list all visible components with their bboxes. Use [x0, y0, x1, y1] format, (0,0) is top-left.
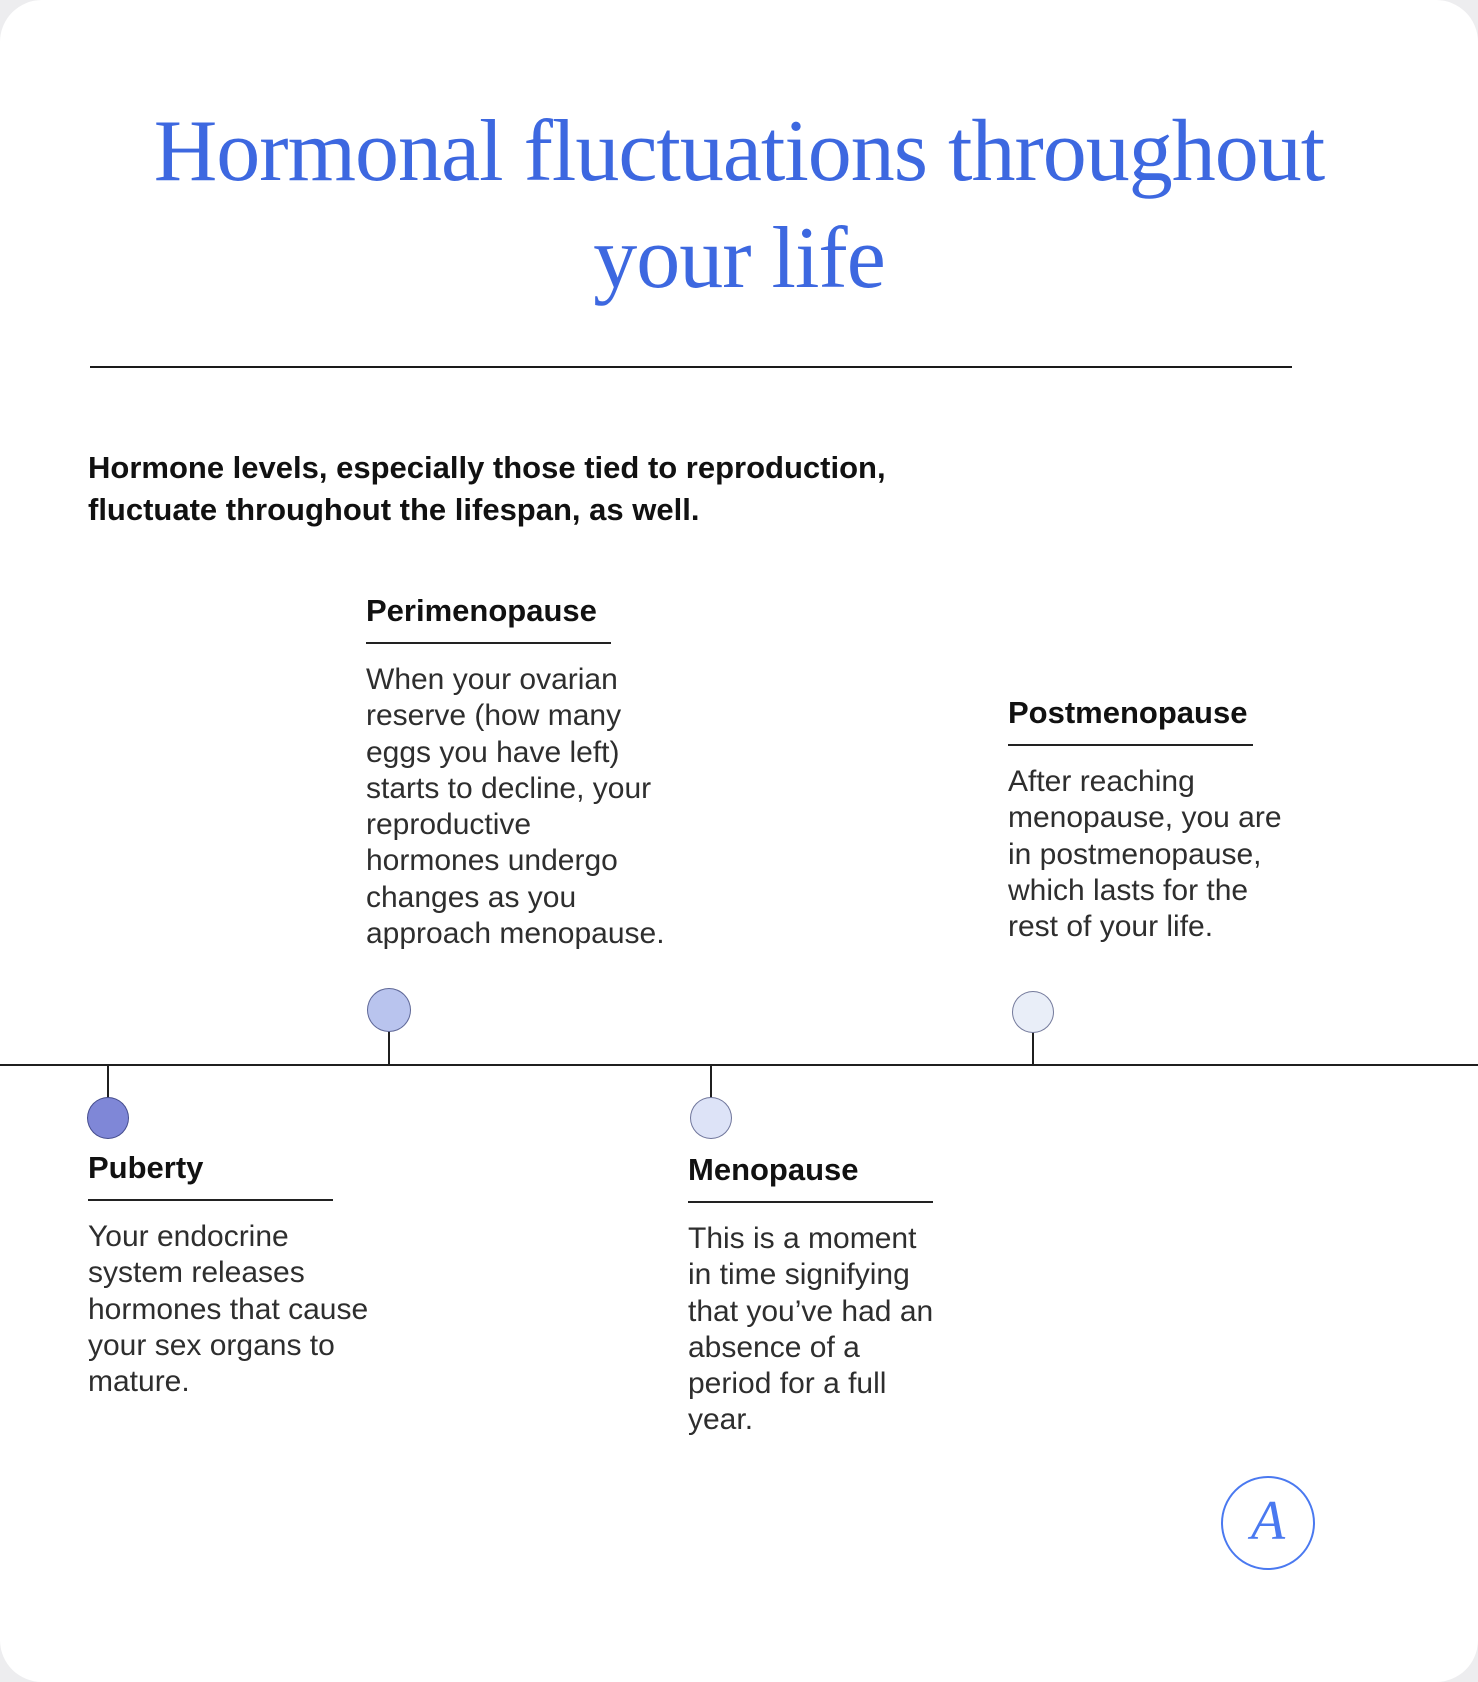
timeline-item-description: Your endocrine system releases hormones that cause your sex organs to mature. — [88, 1220, 369, 1399]
title-divider — [90, 366, 1292, 368]
intro-text: Hormone levels, especially those tied to reproduction, fluctuate throughout the lifespan, as well. — [88, 450, 886, 527]
timeline-item-menopause — [688, 1152, 940, 1439]
timeline-connector-perimenopause — [388, 1030, 390, 1066]
timeline-axis — [0, 1064, 1478, 1066]
timeline-dot-postmenopause — [1012, 991, 1054, 1033]
timeline-item-description: This is a moment in time signifying that you’ve had an absence of a period for a full year. — [688, 1222, 934, 1437]
page-title: Hormonal fluctuations throughout your life — [153, 103, 1325, 308]
timeline-item-title: Postmenopause — [1008, 695, 1253, 746]
timeline-item-description: When your ovarian reserve (how many eggs you have left) starts to decline, your reproductive hormones undergo changes as you approach menopause. — [366, 663, 665, 951]
timeline-item-title: Perimenopause — [366, 593, 611, 644]
timeline-item-title: Menopause — [688, 1152, 933, 1203]
timeline-item-postmenopause — [1008, 695, 1300, 945]
brand-logo — [1221, 1476, 1315, 1570]
timeline-connector-puberty — [107, 1065, 109, 1099]
timeline-connector-menopause — [710, 1065, 712, 1099]
timeline-item-description: After reaching menopause, you are in postmenopause, which lasts for the rest of your life. — [1008, 765, 1282, 944]
timeline-item-puberty — [88, 1150, 370, 1400]
timeline-connector-postmenopause — [1032, 1031, 1034, 1066]
timeline-item-perimenopause — [366, 593, 668, 952]
timeline-item-title: Puberty — [88, 1150, 333, 1201]
brand-letter: A — [1250, 1490, 1286, 1552]
timeline-dot-puberty — [87, 1097, 129, 1139]
timeline-dot-perimenopause — [367, 988, 411, 1032]
timeline-dot-menopause — [690, 1097, 732, 1139]
